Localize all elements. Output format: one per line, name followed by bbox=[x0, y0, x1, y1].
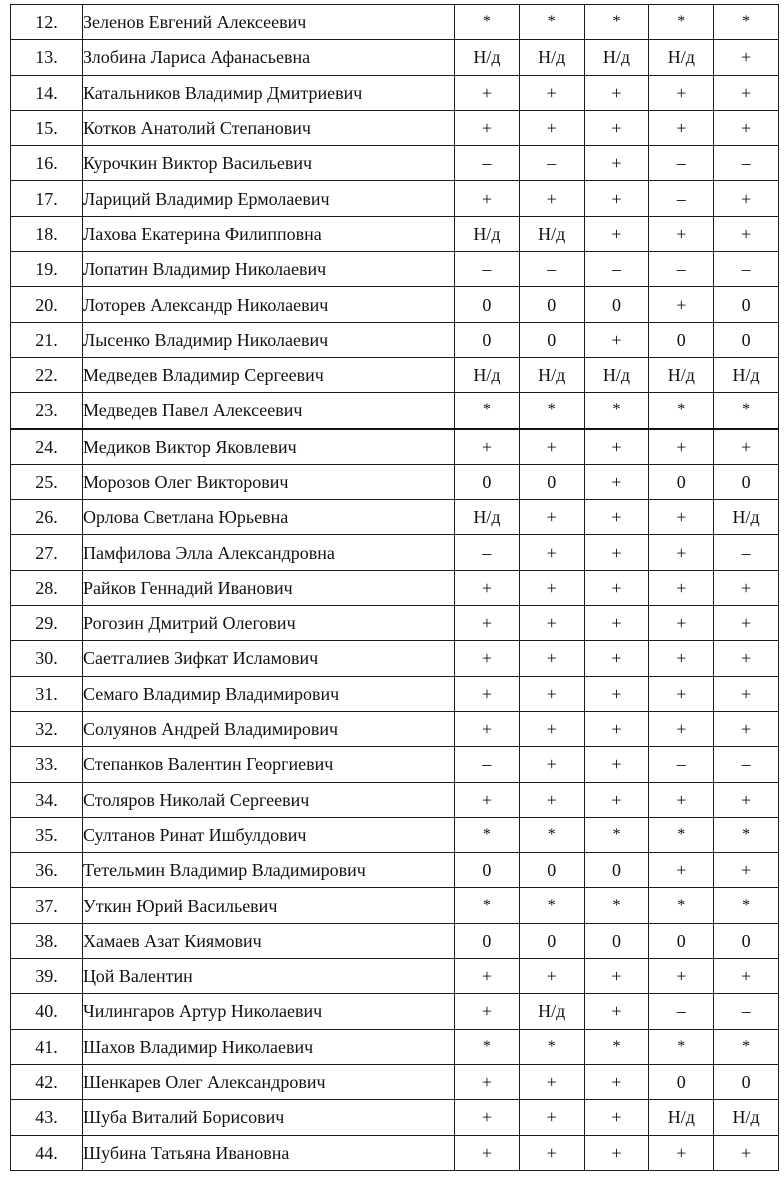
mark-cell-2: + bbox=[519, 75, 584, 110]
mark-cell-3: * bbox=[584, 888, 649, 923]
mark-cell-3: + bbox=[584, 146, 649, 181]
person-name: Шубина Татьяна Ивановна bbox=[83, 1135, 455, 1170]
row-number: 24. bbox=[11, 429, 83, 465]
mark-cell-4: + bbox=[649, 606, 714, 641]
person-name: Райков Геннадий Иванович bbox=[83, 570, 455, 605]
mark-cell-5: + bbox=[714, 782, 779, 817]
mark-cell-5: + bbox=[714, 429, 779, 465]
row-number: 19. bbox=[11, 252, 83, 287]
person-name: Зеленов Евгений Алексеевич bbox=[83, 5, 455, 40]
row-number: 37. bbox=[11, 888, 83, 923]
mark-cell-3: Н/д bbox=[584, 40, 649, 75]
table-row bbox=[11, 535, 779, 570]
mark-cell-5: – bbox=[714, 252, 779, 287]
mark-cell-2: Н/д bbox=[519, 994, 584, 1029]
mark-cell-5: 0 bbox=[714, 464, 779, 499]
mark-cell-4: + bbox=[649, 1135, 714, 1170]
person-name: Злобина Лариса Афанасьевна bbox=[83, 40, 455, 75]
mark-cell-2: * bbox=[519, 888, 584, 923]
table-row bbox=[11, 5, 779, 40]
mark-cell-4: – bbox=[649, 747, 714, 782]
mark-cell-1: + bbox=[455, 782, 520, 817]
mark-cell-3: + bbox=[584, 464, 649, 499]
mark-cell-5: * bbox=[714, 1029, 779, 1064]
row-number: 21. bbox=[11, 322, 83, 357]
mark-cell-3: + bbox=[584, 535, 649, 570]
person-name: Катальников Владимир Дмитриевич bbox=[83, 75, 455, 110]
mark-cell-4: + bbox=[649, 711, 714, 746]
person-name: Морозов Олег Викторович bbox=[83, 464, 455, 499]
mark-cell-2: 0 bbox=[519, 322, 584, 357]
row-number: 39. bbox=[11, 959, 83, 994]
mark-cell-2: + bbox=[519, 959, 584, 994]
person-name: Орлова Светлана Юрьевна bbox=[83, 500, 455, 535]
mark-cell-3: + bbox=[584, 747, 649, 782]
mark-cell-3: * bbox=[584, 5, 649, 40]
mark-cell-1: + bbox=[455, 1135, 520, 1170]
person-name: Медведев Владимир Сергеевич bbox=[83, 357, 455, 392]
mark-cell-5: Н/д bbox=[714, 1100, 779, 1135]
mark-cell-1: Н/д bbox=[455, 357, 520, 392]
person-name: Тетельмин Владимир Владимирович bbox=[83, 853, 455, 888]
row-number: 34. bbox=[11, 782, 83, 817]
mark-cell-1: + bbox=[455, 75, 520, 110]
row-number: 29. bbox=[11, 606, 83, 641]
mark-cell-5: + bbox=[714, 110, 779, 145]
row-number: 17. bbox=[11, 181, 83, 216]
mark-cell-3: 0 bbox=[584, 923, 649, 958]
mark-cell-4: 0 bbox=[649, 322, 714, 357]
mark-cell-1: – bbox=[455, 252, 520, 287]
mark-cell-5: * bbox=[714, 817, 779, 852]
mark-cell-4: – bbox=[649, 252, 714, 287]
mark-cell-1: + bbox=[455, 711, 520, 746]
mark-cell-3: * bbox=[584, 817, 649, 852]
mark-cell-4: Н/д bbox=[649, 40, 714, 75]
mark-cell-4: * bbox=[649, 5, 714, 40]
table-row bbox=[11, 464, 779, 499]
mark-cell-2: – bbox=[519, 252, 584, 287]
mark-cell-1: * bbox=[455, 888, 520, 923]
table-row bbox=[11, 570, 779, 605]
mark-cell-1: – bbox=[455, 747, 520, 782]
table-row bbox=[11, 1135, 779, 1170]
mark-cell-2: + bbox=[519, 1135, 584, 1170]
table-row bbox=[11, 782, 779, 817]
person-name: Курочкин Виктор Васильевич bbox=[83, 146, 455, 181]
mark-cell-4: + bbox=[649, 570, 714, 605]
mark-cell-2: * bbox=[519, 1029, 584, 1064]
mark-cell-3: + bbox=[584, 429, 649, 465]
table-row bbox=[11, 606, 779, 641]
row-number: 32. bbox=[11, 711, 83, 746]
mark-cell-4: 0 bbox=[649, 923, 714, 958]
row-number: 15. bbox=[11, 110, 83, 145]
mark-cell-4: + bbox=[649, 429, 714, 465]
mark-cell-2: + bbox=[519, 676, 584, 711]
mark-cell-5: – bbox=[714, 747, 779, 782]
mark-cell-4: + bbox=[649, 782, 714, 817]
person-name: Лопатин Владимир Николаевич bbox=[83, 252, 455, 287]
mark-cell-2: + bbox=[519, 1100, 584, 1135]
mark-cell-3: + bbox=[584, 782, 649, 817]
mark-cell-2: + bbox=[519, 711, 584, 746]
row-number: 42. bbox=[11, 1064, 83, 1099]
mark-cell-3: + bbox=[584, 181, 649, 216]
row-number: 35. bbox=[11, 817, 83, 852]
mark-cell-1: * bbox=[455, 393, 520, 429]
mark-cell-4: – bbox=[649, 994, 714, 1029]
mark-cell-3: + bbox=[584, 1135, 649, 1170]
table-row bbox=[11, 429, 779, 465]
mark-cell-5: + bbox=[714, 641, 779, 676]
table-row bbox=[11, 322, 779, 357]
mark-cell-2: + bbox=[519, 570, 584, 605]
mark-cell-1: 0 bbox=[455, 287, 520, 322]
row-number: 33. bbox=[11, 747, 83, 782]
mark-cell-4: * bbox=[649, 817, 714, 852]
mark-cell-2: + bbox=[519, 606, 584, 641]
mark-cell-1: + bbox=[455, 570, 520, 605]
mark-cell-5: + bbox=[714, 959, 779, 994]
mark-cell-4: * bbox=[649, 888, 714, 923]
mark-cell-4: + bbox=[649, 75, 714, 110]
mark-cell-1: * bbox=[455, 5, 520, 40]
table-row bbox=[11, 641, 779, 676]
row-number: 22. bbox=[11, 357, 83, 392]
person-name: Шенкарев Олег Александрович bbox=[83, 1064, 455, 1099]
mark-cell-5: – bbox=[714, 535, 779, 570]
mark-cell-4: Н/д bbox=[649, 357, 714, 392]
mark-cell-1: + bbox=[455, 1100, 520, 1135]
mark-cell-4: * bbox=[649, 393, 714, 429]
person-name: Семаго Владимир Владимирович bbox=[83, 676, 455, 711]
mark-cell-1: * bbox=[455, 1029, 520, 1064]
person-name: Шуба Виталий Борисович bbox=[83, 1100, 455, 1135]
mark-cell-3: + bbox=[584, 570, 649, 605]
table-row bbox=[11, 994, 779, 1029]
mark-cell-2: Н/д bbox=[519, 40, 584, 75]
mark-cell-1: + bbox=[455, 429, 520, 465]
mark-cell-5: + bbox=[714, 40, 779, 75]
mark-cell-4: Н/д bbox=[649, 1100, 714, 1135]
mark-cell-4: + bbox=[649, 959, 714, 994]
mark-cell-4: + bbox=[649, 641, 714, 676]
person-name: Медведев Павел Алексеевич bbox=[83, 393, 455, 429]
mark-cell-4: + bbox=[649, 853, 714, 888]
mark-cell-5: * bbox=[714, 393, 779, 429]
person-name: Котков Анатолий Степанович bbox=[83, 110, 455, 145]
row-number: 13. bbox=[11, 40, 83, 75]
table-row bbox=[11, 252, 779, 287]
mark-cell-4: + bbox=[649, 676, 714, 711]
mark-cell-1: 0 bbox=[455, 464, 520, 499]
mark-cell-2: Н/д bbox=[519, 216, 584, 251]
mark-cell-2: 0 bbox=[519, 287, 584, 322]
mark-cell-1: + bbox=[455, 110, 520, 145]
mark-cell-3: + bbox=[584, 994, 649, 1029]
mark-cell-3: + bbox=[584, 110, 649, 145]
mark-cell-3: + bbox=[584, 500, 649, 535]
table-row bbox=[11, 1100, 779, 1135]
mark-cell-3: + bbox=[584, 322, 649, 357]
mark-cell-5: 0 bbox=[714, 287, 779, 322]
mark-cell-5: + bbox=[714, 570, 779, 605]
row-number: 41. bbox=[11, 1029, 83, 1064]
mark-cell-1: Н/д bbox=[455, 500, 520, 535]
mark-cell-1: + bbox=[455, 959, 520, 994]
mark-cell-5: + bbox=[714, 216, 779, 251]
row-number: 38. bbox=[11, 923, 83, 958]
table-row bbox=[11, 853, 779, 888]
row-number: 43. bbox=[11, 1100, 83, 1135]
mark-cell-1: – bbox=[455, 146, 520, 181]
mark-cell-3: 0 bbox=[584, 287, 649, 322]
mark-cell-4: + bbox=[649, 500, 714, 535]
mark-cell-2: + bbox=[519, 429, 584, 465]
row-number: 12. bbox=[11, 5, 83, 40]
mark-cell-2: Н/д bbox=[519, 357, 584, 392]
mark-cell-4: * bbox=[649, 1029, 714, 1064]
table-row bbox=[11, 146, 779, 181]
mark-cell-3: + bbox=[584, 1100, 649, 1135]
mark-cell-3: + bbox=[584, 676, 649, 711]
mark-cell-4: + bbox=[649, 535, 714, 570]
person-name: Рогозин Дмитрий Олегович bbox=[83, 606, 455, 641]
person-name: Лысенко Владимир Николаевич bbox=[83, 322, 455, 357]
mark-cell-5: + bbox=[714, 676, 779, 711]
mark-cell-2: 0 bbox=[519, 853, 584, 888]
mark-cell-2: 0 bbox=[519, 923, 584, 958]
row-number: 31. bbox=[11, 676, 83, 711]
mark-cell-4: – bbox=[649, 146, 714, 181]
table-row bbox=[11, 711, 779, 746]
mark-cell-5: * bbox=[714, 5, 779, 40]
row-number: 25. bbox=[11, 464, 83, 499]
mark-cell-4: – bbox=[649, 181, 714, 216]
row-number: 27. bbox=[11, 535, 83, 570]
mark-cell-1: Н/д bbox=[455, 40, 520, 75]
table-row bbox=[11, 287, 779, 322]
mark-cell-1: + bbox=[455, 641, 520, 676]
row-number: 26. bbox=[11, 500, 83, 535]
row-number: 30. bbox=[11, 641, 83, 676]
mark-cell-2: * bbox=[519, 817, 584, 852]
mark-cell-3: + bbox=[584, 641, 649, 676]
table-row bbox=[11, 747, 779, 782]
mark-cell-3: + bbox=[584, 1064, 649, 1099]
table-row bbox=[11, 1029, 779, 1064]
row-number: 40. bbox=[11, 994, 83, 1029]
table-row bbox=[11, 923, 779, 958]
person-name: Медиков Виктор Яковлевич bbox=[83, 429, 455, 465]
mark-cell-5: + bbox=[714, 181, 779, 216]
mark-cell-1: + bbox=[455, 994, 520, 1029]
mark-cell-2: + bbox=[519, 535, 584, 570]
table-row bbox=[11, 75, 779, 110]
person-name: Шахов Владимир Николаевич bbox=[83, 1029, 455, 1064]
table-row bbox=[11, 676, 779, 711]
table-row bbox=[11, 181, 779, 216]
person-name: Хамаев Азат Киямович bbox=[83, 923, 455, 958]
mark-cell-1: 0 bbox=[455, 923, 520, 958]
row-number: 23. bbox=[11, 393, 83, 429]
mark-cell-2: + bbox=[519, 641, 584, 676]
row-number: 18. bbox=[11, 216, 83, 251]
person-name: Цой Валентин bbox=[83, 959, 455, 994]
mark-cell-1: 0 bbox=[455, 322, 520, 357]
mark-cell-4: 0 bbox=[649, 464, 714, 499]
table-row bbox=[11, 817, 779, 852]
mark-cell-2: + bbox=[519, 181, 584, 216]
person-name: Солуянов Андрей Владимирович bbox=[83, 711, 455, 746]
mark-cell-3: + bbox=[584, 606, 649, 641]
table-row bbox=[11, 500, 779, 535]
person-name: Столяров Николай Сергеевич bbox=[83, 782, 455, 817]
table-row bbox=[11, 40, 779, 75]
row-number: 44. bbox=[11, 1135, 83, 1170]
mark-cell-5: 0 bbox=[714, 1064, 779, 1099]
table-row bbox=[11, 888, 779, 923]
mark-cell-5: – bbox=[714, 994, 779, 1029]
person-name: Лахова Екатерина Филипповна bbox=[83, 216, 455, 251]
person-name: Саетгалиев Зифкат Исламович bbox=[83, 641, 455, 676]
table-row bbox=[11, 110, 779, 145]
person-name: Лариций Владимир Ермолаевич bbox=[83, 181, 455, 216]
mark-cell-1: – bbox=[455, 535, 520, 570]
mark-cell-5: * bbox=[714, 888, 779, 923]
mark-cell-2: + bbox=[519, 782, 584, 817]
person-name: Памфилова Элла Александровна bbox=[83, 535, 455, 570]
mark-cell-2: * bbox=[519, 5, 584, 40]
mark-cell-4: + bbox=[649, 287, 714, 322]
table-body bbox=[11, 5, 779, 1171]
mark-cell-1: + bbox=[455, 676, 520, 711]
mark-cell-1: Н/д bbox=[455, 216, 520, 251]
mark-cell-5: 0 bbox=[714, 322, 779, 357]
mark-cell-2: + bbox=[519, 500, 584, 535]
mark-cell-1: + bbox=[455, 181, 520, 216]
mark-cell-3: Н/д bbox=[584, 357, 649, 392]
mark-cell-3: + bbox=[584, 959, 649, 994]
mark-cell-5: + bbox=[714, 1135, 779, 1170]
person-name: Султанов Ринат Ишбулдович bbox=[83, 817, 455, 852]
person-name: Степанков Валентин Георгиевич bbox=[83, 747, 455, 782]
mark-cell-2: + bbox=[519, 1064, 584, 1099]
mark-cell-2: 0 bbox=[519, 464, 584, 499]
row-number: 14. bbox=[11, 75, 83, 110]
mark-cell-3: 0 bbox=[584, 853, 649, 888]
mark-cell-5: + bbox=[714, 853, 779, 888]
table-row bbox=[11, 959, 779, 994]
mark-cell-2: + bbox=[519, 110, 584, 145]
person-name: Лоторев Александр Николаевич bbox=[83, 287, 455, 322]
row-number: 28. bbox=[11, 570, 83, 605]
mark-cell-4: + bbox=[649, 110, 714, 145]
mark-cell-5: + bbox=[714, 606, 779, 641]
mark-cell-5: Н/д bbox=[714, 500, 779, 535]
mark-cell-1: + bbox=[455, 606, 520, 641]
mark-cell-1: * bbox=[455, 817, 520, 852]
mark-cell-4: 0 bbox=[649, 1064, 714, 1099]
row-number: 16. bbox=[11, 146, 83, 181]
mark-cell-3: + bbox=[584, 75, 649, 110]
row-number: 20. bbox=[11, 287, 83, 322]
mark-cell-5: – bbox=[714, 146, 779, 181]
mark-cell-1: 0 bbox=[455, 853, 520, 888]
mark-cell-2: + bbox=[519, 747, 584, 782]
table-row bbox=[11, 393, 779, 429]
person-name: Уткин Юрий Васильевич bbox=[83, 888, 455, 923]
mark-cell-3: * bbox=[584, 393, 649, 429]
row-number: 36. bbox=[11, 853, 83, 888]
table-row bbox=[11, 216, 779, 251]
table-row bbox=[11, 357, 779, 392]
person-name: Чилингаров Артур Николаевич bbox=[83, 994, 455, 1029]
mark-cell-2: – bbox=[519, 146, 584, 181]
mark-cell-5: + bbox=[714, 711, 779, 746]
mark-cell-5: Н/д bbox=[714, 357, 779, 392]
mark-cell-1: + bbox=[455, 1064, 520, 1099]
mark-cell-3: + bbox=[584, 216, 649, 251]
table-row bbox=[11, 1064, 779, 1099]
mark-cell-3: * bbox=[584, 1029, 649, 1064]
mark-cell-5: + bbox=[714, 75, 779, 110]
mark-cell-3: – bbox=[584, 252, 649, 287]
mark-cell-5: 0 bbox=[714, 923, 779, 958]
deputies-vote-table bbox=[10, 4, 779, 1171]
mark-cell-2: * bbox=[519, 393, 584, 429]
mark-cell-3: + bbox=[584, 711, 649, 746]
mark-cell-4: + bbox=[649, 216, 714, 251]
